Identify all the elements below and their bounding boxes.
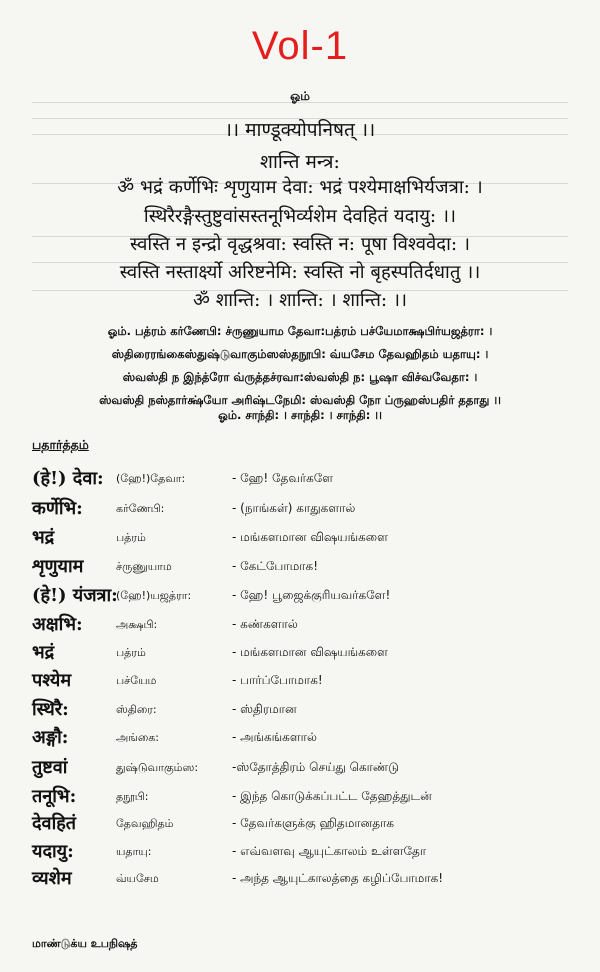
glossary-row <box>0 612 600 640</box>
tamil-transliteration: பத்ரம் <box>116 646 146 659</box>
tamil-meaning: - பார்ப்போமாக! <box>232 673 323 687</box>
glossary-row <box>0 811 600 839</box>
sanskrit-word: भद्रं <box>32 527 55 548</box>
tamil-meaning: - அங்கங்களால் <box>232 730 317 744</box>
shanti-mantra-heading: शान्ति मन्त्र: <box>260 151 340 173</box>
tamil-transliteration: தேவஹிதம் <box>116 817 174 830</box>
sanskrit-word: पश्येम <box>32 670 72 691</box>
tamil-meaning: - கண்களால் <box>232 617 298 631</box>
glossary-row <box>0 697 600 725</box>
tamil-transliteration: யதாயு: <box>116 845 152 858</box>
sanskrit-word: तनूभि: <box>32 786 77 807</box>
tamil-meaning: - ஹே! தேவர்களே <box>232 471 334 485</box>
sanskrit-word: (हे!) देवा: <box>32 468 104 489</box>
page-footer: மாண்டுக்ய உபநிஷத் <box>32 937 138 950</box>
tamil-transliteration: அக்ஷபி: <box>116 618 158 631</box>
glossary-row <box>0 554 600 582</box>
glossary-row <box>0 525 600 553</box>
tamil-verse: ஓம். சாந்தி: । சாந்தி: । சாந்தி: ।। <box>218 408 382 422</box>
tamil-transliteration: தநூபி: <box>116 790 149 803</box>
tamil-meaning: - மங்களமான விஷயங்களை <box>232 530 388 544</box>
upanishad-title: ।। माण्डूक्योपनिषत् ।। <box>224 119 376 141</box>
tamil-transliteration: கர்ணேபி: <box>116 502 165 515</box>
tamil-meaning: - ஸ்திரமான <box>232 702 297 716</box>
tamil-transliteration: ஸ்திரை: <box>116 703 157 716</box>
glossary-row <box>0 640 600 668</box>
tamil-transliteration: பத்ரம் <box>116 531 146 544</box>
glossary-heading: பதார்த்தம் <box>32 437 89 452</box>
tamil-meaning: - இந்த கொடுக்கப்பட்ட தேஹத்துடன் <box>232 789 432 803</box>
sanskrit-word: यदायु: <box>32 841 74 862</box>
glossary-row <box>0 583 600 611</box>
sanskrit-word: स्थिरै: <box>32 699 69 720</box>
sanskrit-word: अङ्गौ: <box>32 727 69 748</box>
sanskrit-verse: ॐ शान्ति: । शान्ति: । शान्ति: ।। <box>192 290 408 311</box>
tamil-meaning: - (நாங்கள்) காதுகளால் <box>232 501 356 515</box>
glossary-row <box>0 755 600 783</box>
tamil-transliteration: துஷ்டுவாகும்ஸ: <box>116 761 199 774</box>
sanskrit-word: व्यशेम <box>32 868 72 889</box>
tamil-transliteration: (ஹே!)யஜத்ரா: <box>116 589 192 602</box>
sanskrit-word: भद्रं <box>32 642 55 663</box>
sanskrit-word: देवहितं <box>32 813 77 834</box>
tamil-transliteration: அங்கை: <box>116 731 160 744</box>
glossary-row <box>0 839 600 867</box>
glossary-row <box>0 496 600 524</box>
tamil-verse: ஸ்திரைரங்கைஸ்துஷ்டுவாகும்ஸஸ்தநூபி: வ்யசேம தேவஹிதம் யதாயு: । <box>111 347 489 361</box>
tamil-meaning: -ஸ்தோத்திரம் செய்து கொண்டு <box>232 760 399 774</box>
tamil-meaning: - மங்களமான விஷயங்களை <box>232 645 388 659</box>
tamil-meaning: - எவ்வளவு ஆயுட்காலம் உள்ளதோ <box>232 844 427 858</box>
sanskrit-verse: स्वस्ति न इन्द्रो वृद्धश्रवा: स्वस्ति न: पूषा विश्ववेदा: । <box>129 234 471 255</box>
tamil-verse: ஓம். பத்ரம் கர்ணேபி: ச்ருணுயாம தேவா:பத்ரம் பச்யேமாக்ஷபிர்யஜத்ரா: । <box>107 324 493 338</box>
om-heading: ஓம் <box>290 89 310 103</box>
sanskrit-verse: स्वस्ति नस्तार्क्ष्यो अरिष्टनेमि: स्वस्ति नो बृहस्पतिर्दधातु ।। <box>119 262 481 283</box>
tamil-transliteration: ச்ருணுயாம <box>116 560 172 573</box>
tamil-transliteration: வ்யசேம <box>116 872 159 885</box>
glossary-row <box>0 466 600 494</box>
sanskrit-word: शृणुयाम <box>32 556 84 577</box>
sanskrit-word: (हे!) यंजत्रा: <box>32 585 118 606</box>
glossary-row <box>0 784 600 812</box>
glossary-row <box>0 668 600 696</box>
sanskrit-word: कर्णेभि: <box>32 498 83 519</box>
tamil-transliteration: (ஹே!)தேவா: <box>116 472 186 485</box>
tamil-meaning: - கேட்போமாக! <box>232 559 319 573</box>
tamil-meaning: - தேவர்களுக்கு ஹிதமானதாக <box>232 816 395 830</box>
tamil-meaning: - ஹே! பூஜைக்குரியவர்களே! <box>232 588 391 602</box>
sanskrit-verse: ॐ भद्रं कर्णेभिः शृणुयाम देवा: भद्रं पश्येमाक्षभिर्यजत्रा: । <box>117 177 483 198</box>
sanskrit-verse: स्थिरैरङ्गैस्तुष्टुवांसस्तनूभिर्व्यशेम देवहितं यदायु: ।। <box>143 206 457 227</box>
volume-label: Vol-1 <box>251 24 349 68</box>
tamil-transliteration: பச்யேம <box>116 674 157 687</box>
glossary-row <box>0 725 600 753</box>
tamil-verse: ஸ்வஸ்தி நஸ்தார்க்ஷ்யோ அரிஷ்டநேமி: ஸ்வஸ்தி நோ ப்ருஹஸ்பதிர் ததாது ।। <box>99 393 501 407</box>
tamil-meaning: - அந்த ஆயுட்காலத்தை கழிப்போமாக! <box>232 871 444 885</box>
tamil-verse: ஸ்வஸ்தி ந இந்த்ரோ வ்ருத்தச்ரவா:ஸ்வஸ்தி ந: பூஷா விச்வவேதா: । <box>122 370 478 384</box>
sanskrit-word: तुष्टवां <box>32 757 68 778</box>
glossary-row <box>0 866 600 894</box>
sanskrit-word: अक्षभि: <box>32 614 83 635</box>
